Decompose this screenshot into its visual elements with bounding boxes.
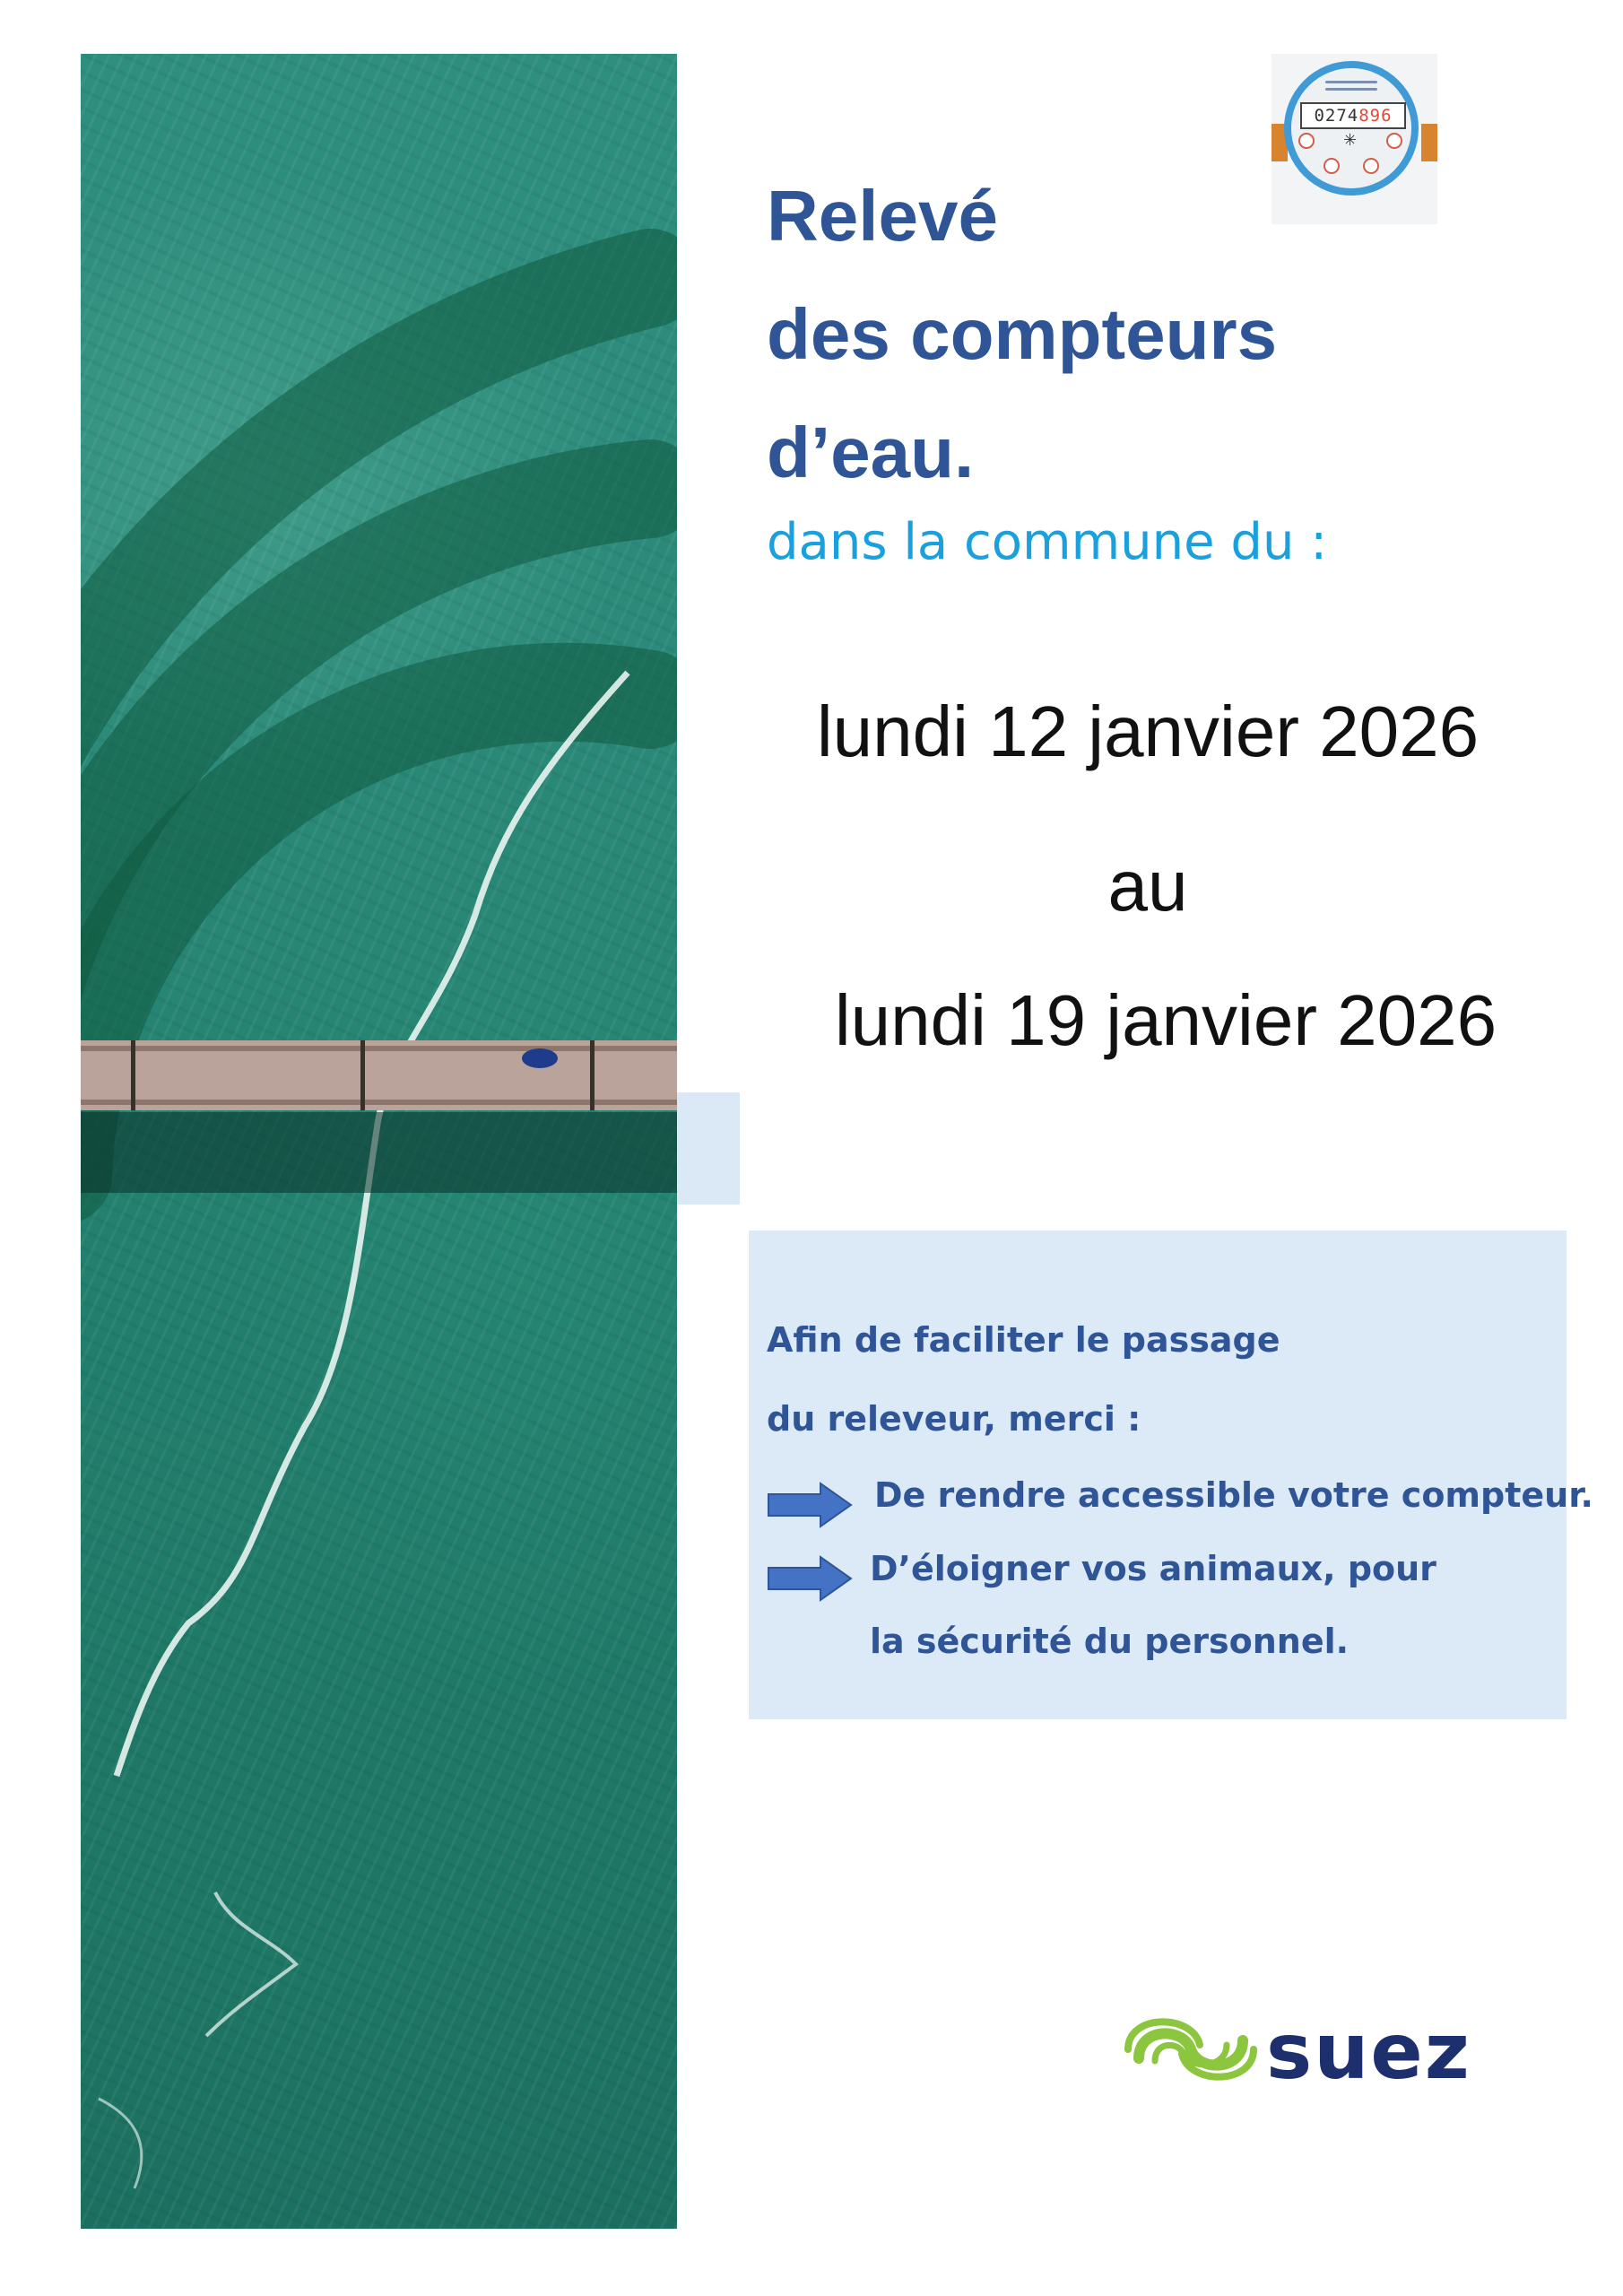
title-line-2: des compteurs — [767, 294, 1278, 374]
start-date: lundi 12 janvier 2026 — [816, 691, 1480, 771]
water-meter-image — [1271, 54, 1437, 224]
info-item-1: De rendre accessible votre compteur. — [874, 1475, 1593, 1515]
meter-small-dial — [1324, 158, 1340, 174]
meter-small-dial — [1386, 133, 1402, 149]
signal-arcs-overlay — [81, 54, 677, 2229]
meter-wave-line — [1325, 88, 1377, 91]
bridge-post — [590, 1040, 595, 1110]
bridge-shadow — [81, 1112, 677, 1193]
blue-accent-tab — [677, 1092, 740, 1205]
suez-logo-text: suez — [1266, 2007, 1471, 2097]
date-separator: au — [1107, 846, 1188, 926]
meter-small-dial — [1298, 133, 1315, 149]
meter-wave-line — [1325, 81, 1377, 83]
aerial-water-photo — [81, 54, 677, 2229]
meter-dial — [1284, 61, 1419, 196]
suez-logo-icon — [1121, 2009, 1260, 2090]
meter-star-icon: ✳ — [1343, 131, 1358, 150]
meter-reading-display: 0274896 — [1300, 102, 1406, 129]
bridge-post — [131, 1040, 135, 1110]
car-on-bridge — [522, 1048, 558, 1068]
info-item-2-line-2: la sécurité du personnel. — [870, 1622, 1350, 1661]
meter-pipe-right — [1421, 124, 1437, 161]
subtitle: dans la commune du : — [767, 513, 1328, 571]
foam-detail-2 — [99, 2099, 142, 2188]
bridge-rail-bottom — [81, 1100, 677, 1105]
title-line-3: d’eau. — [767, 413, 975, 492]
info-item-2-line-1: D’éloigner vos animaux, pour — [870, 1549, 1436, 1588]
info-intro-line-2: du releveur, merci : — [767, 1399, 1141, 1439]
end-date: lundi 19 janvier 2026 — [834, 980, 1497, 1060]
page-title — [767, 157, 1277, 512]
bridge-rail-top — [81, 1046, 677, 1051]
foam-detail-1 — [206, 1892, 296, 2036]
arrow-right-icon — [767, 1555, 853, 1602]
info-box — [749, 1231, 1593, 1719]
info-intro-line-1: Afin de faciliter le passage — [767, 1320, 1280, 1360]
arrow-right-icon — [767, 1482, 853, 1528]
title-line-1: Relevé — [767, 176, 998, 256]
meter-small-dial — [1363, 158, 1379, 174]
bridge-post — [360, 1040, 365, 1110]
